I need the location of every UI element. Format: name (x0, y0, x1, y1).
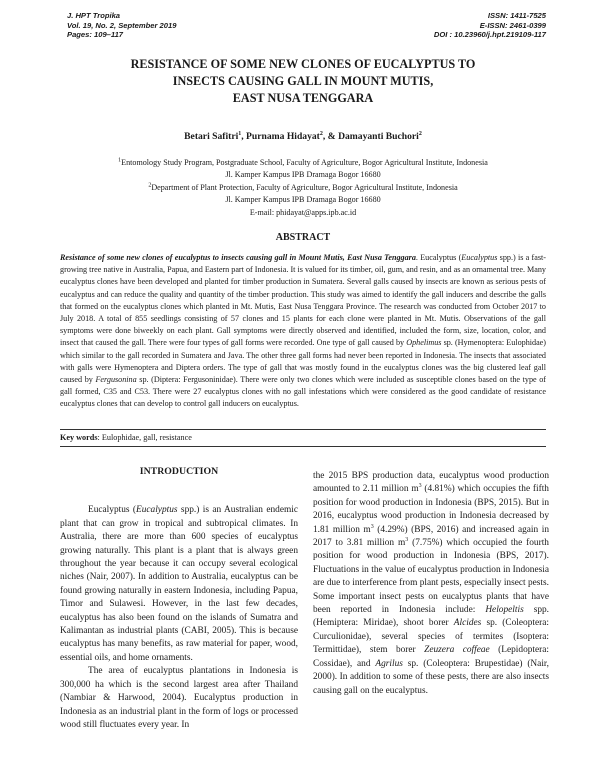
doi[interactable]: DOI : 10.23960/j.hpt.219109-117 (433, 30, 546, 39)
running-header-left (67, 11, 176, 40)
affiliation-line: $^2$Department of Plant Protection, Faculty of Agriculture, Bogor Agricultural Institute, Indonesia (148, 182, 458, 192)
eissn: E-ISSN: 2461-0399 (479, 20, 546, 30)
body-column-left (60, 465, 298, 732)
abstract-heading: ABSTRACT (275, 232, 331, 243)
affiliation-address: Jl. Kamper Kampus IPB Dramaga Bogor 16680 (225, 195, 381, 205)
keywords-label: Key words (60, 433, 98, 442)
body-column-right (313, 470, 549, 698)
author-name: Purnama Hidayat (246, 131, 320, 142)
divider (60, 446, 546, 447)
keywords (60, 433, 546, 442)
title-line: EAST NUSA TENGGARA (232, 91, 374, 105)
author-list: Betari Safitri$^1$, Purnama Hidayat$^2$, & Damayanti Buchori$^2$ (184, 130, 422, 142)
paper-title (60, 56, 546, 107)
author-name: Damayanti Buchori (338, 131, 419, 142)
divider (60, 429, 546, 430)
section-heading-introduction: INTRODUCTION (139, 466, 219, 477)
title-line: INSECTS CAUSING GALL IN MOUNT MUTIS, (172, 74, 434, 88)
abstract-lead: Resistance of some new clones of eucalyptus to insects causing gall in Mount Mutis, East Nusa Tenggara (60, 253, 416, 262)
keywords-text: : Eulophidae, gall, resistance (97, 433, 192, 442)
affiliation-line: $^1$Entomology Study Program, Postgraduate School, Faculty of Agriculture, Bogor Agricultural Institute, Indonesia (118, 157, 488, 167)
running-header-right (408, 11, 546, 40)
issn: ISSN: 1411-7525 (487, 11, 546, 20)
journal-volume: Vol. 19, No. 2, September 2019 (67, 20, 177, 30)
journal-pages: Pages: 109–117 (67, 30, 124, 39)
title-line: RESISTANCE OF SOME NEW CLONES OF EUCALYPTUS TO (130, 57, 476, 71)
paragraph: The area of eucalyptus plantations in Indonesia is 300,000 ha which is the second largest area after Thailand (Nambiar & Harwood, 2004). Eucalyptus production in Indonesia as an industrial plant in the form of logs or processed wood still fluctuates every year. In (60, 666, 298, 730)
journal-name: J. HPT Tropika (67, 11, 121, 20)
affiliation-address: Jl. Kamper Kampus IPB Dramaga Bogor 16680 (225, 170, 381, 180)
author-affiliation-mark: 2 (319, 130, 323, 137)
abstract-body: Resistance of some new clones of eucalyptus to insects causing gall in Mount Mutis, East Nusa Tenggara. Eucalyptus (Eucalyptus spp.) is a fast-growing tree native in Australia, Papua, and Eastern part of Indonesia. It is valued for its timber, oil, gum, and resin, and as an ornamental tree. Many eucalyptus clones have been developed and planted for timber production in Sumatera. Several galls caused by insects are known as serious pests of eucalyptus and can reduce the quality and quantity of the timber production. This study was aimed to identify the gall inducers and describe the galls that formed on the eucalyptus clones which planted in Mt. Mutis, East Nusa Tenggara Province. The research was conducted from October 2017 to July 2018. A total of 855 seedlings consisting of 57 clones and 15 plants for each clone were planted in Mt. Mutis. Observations of the gall symptoms were done biweekly on each plant. Gall symptoms were directly observed and identified, included the form, size, location, color, and insect that caused the gall. There were four types of gall forms were recorded. One type of gall caused by Ophelimus sp. (Hymenoptera: Eulophidae) which similar to the gall recorded in Sumatera and Java. The other three gall forms had never been reported in Indonesia. The insects that associated with galls were Hymenoptera and Diptera orders. The type of gall that was mostly found in the eucalyptus clones was the big clustered leaf gall caused by Fergusonina sp. (Diptera: Fergusoninidae). There were only two clones which were included as susceptible clones based on the type of gall formed, C35 and C53. There were 27 eucalyptus clones with no gall infestations which were considered as the good candidate of resistance eucalyptus clones that can develop to control gall inducers on eucalyptus. (60, 253, 547, 409)
affiliations (60, 157, 546, 219)
author-name: Betari Safitri (184, 131, 239, 142)
author-affiliation-mark: 1 (238, 130, 242, 137)
paragraph: Eucalyptus (Eucalyptus spp.) is an Australian endemic plant that can grow in tropical and subtropical climates. In Australia, there are more than 600 species of eucalyptus growing naturally. This plant is a plant that is always green throughout the year because it can occupy several ecological niches (Nair, 2007). In addition to Australia, eucalyptus can be found growing naturally in eastern Indonesia, including Papua, Timor and Sulawesi. However, in the last few decades, eucalyptus has also been found on the islands of Sumatra and Kalimantan as industrial plants (CABI, 2005). This is because eucalyptus has many benefits, as raw material for paper, wood, essential oils, and home ornaments. (60, 505, 298, 663)
author-affiliation-mark: 2 (418, 130, 422, 137)
contact-email[interactable]: E-mail: phidayat@apps.ipb.ac.id (249, 207, 357, 217)
paragraph: the 2015 BPS production data, eucalyptus wood production amounted to 2.11 million $m^3$ (4.81%) which occupies the fifth position for wood production in Indonesia (BPS, 2015). But in 2016, eucalyptus wood production in Indonesia decreased by 1.81 million $m^3$ (4.29%) (BPS, 2016) and increased again in 2017 to 3.81 million $m^3$ (7.75%) which occupied the fourth position for wood production in Indonesia (BPS, 2017). Fluctuations in the value of eucalyptus production in Indonesia are due to interference from plant pests, especially insect pests. Some important insect pests on eucalyptus plants that have been reported in Indonesia include: Helopeltis spp. (Hemiptera: Miridae), shoot borer Alcides sp. (Coleoptera: Curculionidae), several species of termites (Isoptera: Termittidae), stem borer Zeuzera coffeae (Lepidoptera: Cossidae), and Agrilus sp. (Coleoptera: Brupestidae) (Nair, 2000). In addition to some of these pests, there are also insects causing gall on the eucalyptus. (313, 471, 550, 696)
